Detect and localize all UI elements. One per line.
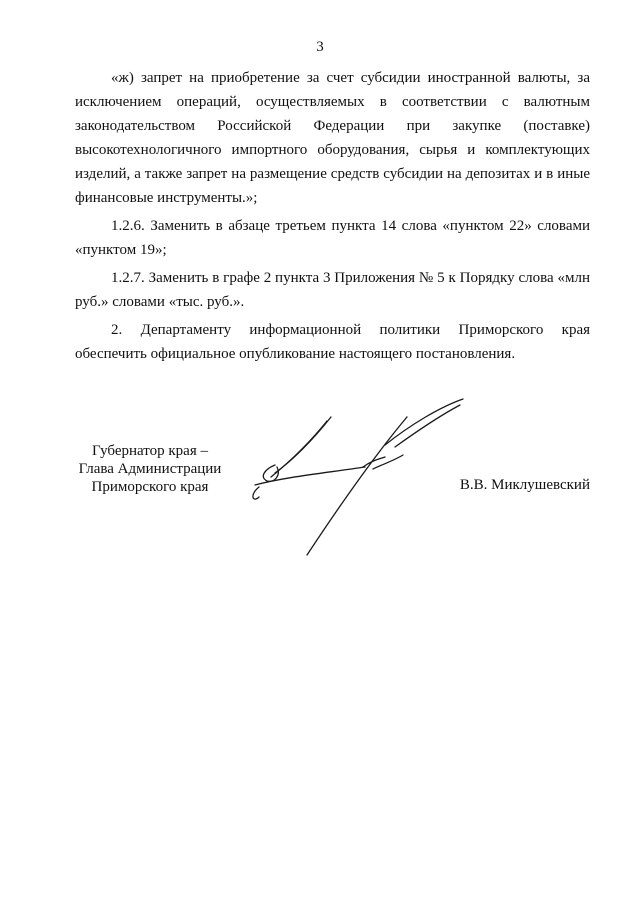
signatory-title	[70, 442, 230, 496]
paragraph-1-2-6: 1.2.6. Заменить в абзаце третьем пункта 14 слова «пунктом 22» словами «пунктом 19»;	[75, 218, 590, 258]
signatory-title-line: Приморского края	[91, 479, 209, 495]
signatory-title-line: Глава Администрации	[78, 461, 222, 477]
paragraph-1-2-7: 1.2.7. Заменить в графе 2 пункта 3 Приложения № 5 к Порядку слова «млн руб.» словами «тыс. руб.».	[75, 270, 590, 310]
handwritten-signature	[245, 395, 470, 560]
paragraph-currency-ban: «ж) запрет на приобретение за счет субсидии иностранной валюты, за исключением операций, осуществляемых в соответствии с валютным законодательством Российской Федерации при закупке (поставке) высокотехнологичного импортного оборудования, сырья и комплектующих изделий, а также запрет на размещение средств субсидии на депозитах и в иные финансовые инструменты.»;	[75, 70, 590, 206]
signatory-title-line: Губернатор края –	[92, 443, 208, 459]
document-body	[75, 66, 590, 370]
paragraph-publication-order: 2. Департаменту информационной политики Приморского края обеспечить официальное опубликование настоящего постановления.	[75, 322, 590, 362]
signatory-name: В.В. Миклушевский	[459, 477, 590, 493]
page-number: 3	[316, 39, 324, 55]
